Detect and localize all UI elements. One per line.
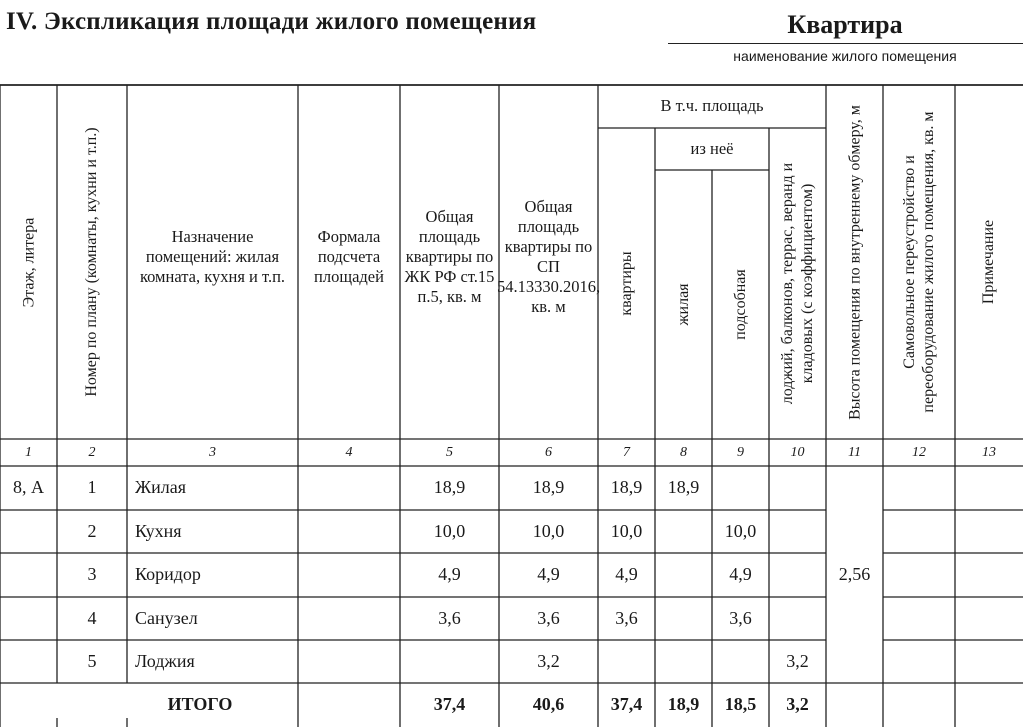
cell-auxiliary: 4,9 [729,564,752,585]
column-number: 2 [88,444,96,460]
header-floor: Этаж, литера [19,217,37,307]
column-number: 11 [848,444,861,460]
column-number: 9 [737,444,744,460]
cell-plan-number: 2 [87,520,97,541]
premises-caption: наименование жилого помещения [733,48,957,64]
total-apartment: 37,4 [610,694,643,715]
cell-room-name: Жилая [135,477,187,498]
column-number: 5 [446,444,453,460]
cell-apartment: 10,0 [610,520,643,541]
cell-total-jk: 4,9 [438,564,461,585]
cell-living [655,553,712,597]
cell-loggia [769,510,826,553]
cell-loggia [769,597,826,640]
header-auxiliary: подсобная [731,269,749,340]
header-height: Высота помещения по внутреннему обмеру, м [845,104,863,420]
header-of-which: из неё [690,138,734,158]
cell-floor [0,510,57,553]
cell-auxiliary [712,466,769,510]
cell-floor [0,640,57,683]
header-plan-number: Номер по плану (комнаты, кухни и т.п.) [83,127,101,397]
cell-apartment [598,640,655,683]
cell-loggia [769,466,826,510]
header-total-jk: Общая площадь квартиры по ЖК РФ ст.15 п.5, кв. м [404,206,495,307]
header-loggias: лоджий, балконов, террас, веранд и кладовых (с коэффициентом) [779,162,816,405]
column-number: 13 [982,444,996,460]
cell-total-sp: 3,2 [537,650,560,671]
column-number: 6 [545,444,552,460]
header-formula: Формала подсчета площадей [314,226,384,287]
cell-apartment: 4,9 [615,564,638,585]
cell-plan-number: 3 [87,564,97,585]
cell-living [655,597,712,640]
cell-auxiliary: 10,0 [724,520,757,541]
header-note: Примечание [980,219,998,305]
total-jk: 37,4 [433,694,466,715]
cell-loggia: 3,2 [786,650,809,671]
cell-loggia [769,553,826,597]
column-number: 7 [623,444,630,460]
cell-room-name: Коридор [135,564,201,585]
column-number: 3 [209,444,216,460]
cell-floor [0,597,57,640]
cell-total-jk: 3,6 [438,607,461,628]
cell-plan-number: 5 [87,650,97,671]
cell-total-sp: 4,9 [537,564,560,585]
cell-total-sp: 10,0 [532,520,565,541]
cell-total-jk: 18,9 [433,477,466,498]
premises-type: Квартира [787,10,903,39]
cell-floor [0,553,57,597]
column-number: 4 [345,444,353,460]
total-auxiliary: 18,5 [724,694,757,715]
header-reconstruction: Самовольное переустройство и переоборудование жилого помещения, кв. м [900,111,937,413]
cell-total-jk [400,640,499,683]
cell-floor: 8, А [13,477,44,498]
cell-total-jk: 10,0 [433,520,466,541]
cell-room-name: Лоджия [135,650,195,671]
column-number: 10 [790,444,805,460]
section-title: IV. Экспликация площади жилого помещения [6,8,537,35]
cell-auxiliary: 3,6 [729,607,752,628]
cell-living [655,510,712,553]
header-purpose: Назначение помещений: жилая комната, кухня и т.п. [139,226,286,287]
cell-height: 2,56 [838,563,871,584]
cell-auxiliary [712,640,769,683]
header-incl-group: В т.ч. площадь [660,96,764,116]
total-label: ИТОГО [167,694,233,715]
cell-total-sp: 3,6 [537,607,560,628]
cell-apartment: 18,9 [610,477,643,498]
cell-total-sp: 18,9 [532,477,565,498]
header-total-sp: Общая площадь квартиры по СП 54.13330.2016, кв. м [496,196,601,317]
cell-room-name: Кухня [135,520,182,541]
total-living: 18,9 [667,694,700,715]
cell-plan-number: 1 [87,477,97,498]
column-number: 1 [25,444,32,460]
cell-plan-number: 4 [87,607,97,628]
column-number: 8 [680,444,687,460]
total-loggia: 3,2 [786,694,809,715]
column-number: 12 [912,444,926,460]
cell-living [655,640,712,683]
cell-living: 18,9 [667,477,700,498]
header-apartment: квартиры [617,251,635,316]
total-sp: 40,6 [532,694,565,715]
header-living: жилая [674,283,692,326]
cell-room-name: Санузел [135,607,198,628]
cell-apartment: 3,6 [615,607,638,628]
